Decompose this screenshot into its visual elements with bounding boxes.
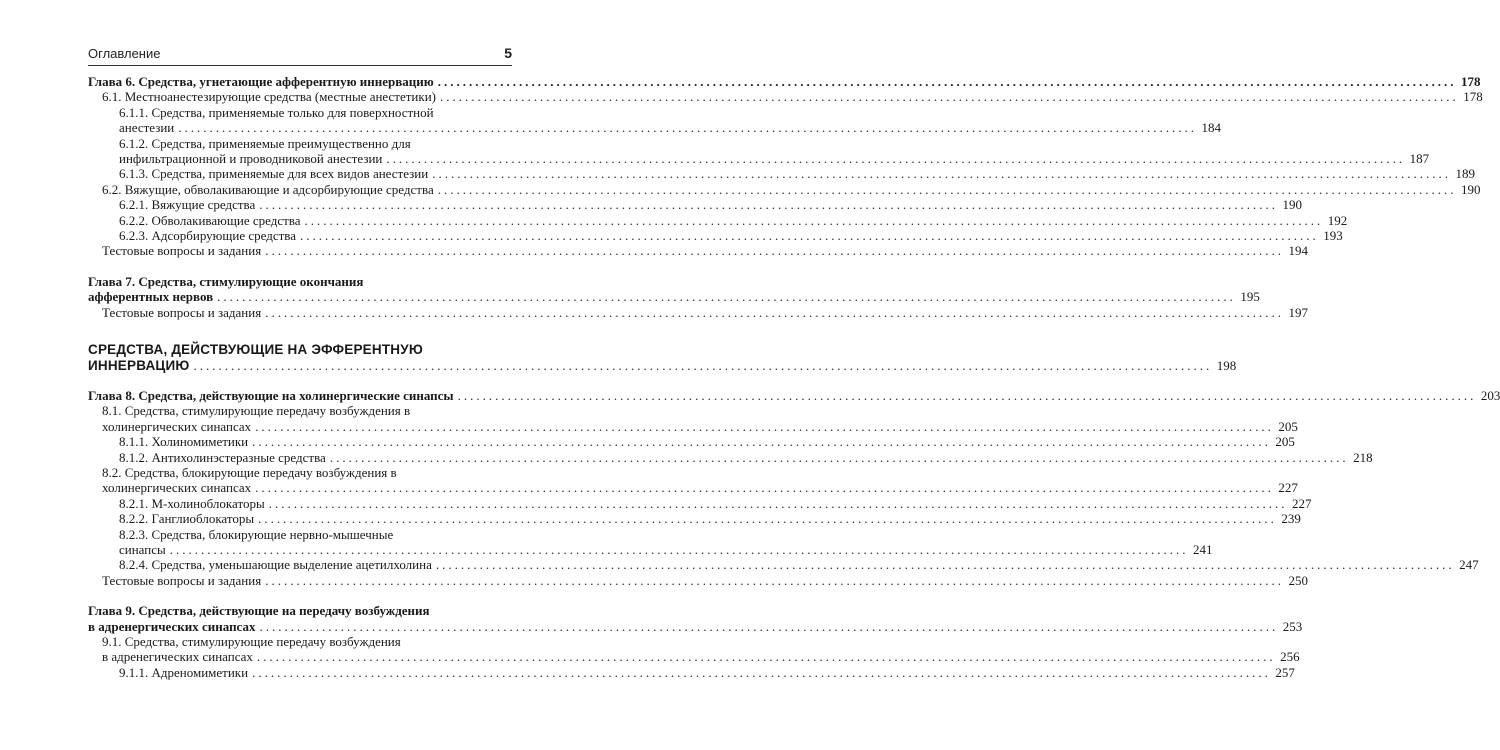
toc-subsection-8-2-3-line1[interactable]: 8.2.3. Средства, блокирующие нервно-мышечные [119, 526, 394, 542]
toc-subsection-6-1-2[interactable]: инфильтрационной и проводниковой анестезии ..... 187 [88, 151, 512, 166]
toc-subsection-8-2-3[interactable]: синапсы ..... 241 [88, 542, 512, 557]
toc-subsection-8-1-2[interactable]: 8.1.2. Антихолинэстеразные средства ..... 218 [88, 450, 512, 465]
toc-chapter-9-line1[interactable]: Глава 9. Средства, действующие на передачу возбуждения [88, 603, 430, 619]
toc-subsection-6-1-1[interactable]: анестезии ..... 184 [88, 120, 512, 135]
toc-chapter-7[interactable]: афферентных нервов ..... 195 [88, 289, 512, 304]
toc-section-6-1[interactable]: 6.1. Местноанестезирующие средства (местные анестетики) ..... 178 [88, 89, 512, 104]
toc-subsection-8-1-1[interactable]: 8.1.1. Холиномиметики ..... 205 [88, 434, 512, 449]
toc-section-8-2-line1[interactable]: 8.2. Средства, блокирующие передачу возбуждения в [102, 464, 397, 480]
toc-chapter-8[interactable]: Глава 8. Средства, действующие на холинергические синапсы ..... 203 [88, 388, 512, 403]
toc-part-heading[interactable]: ИННЕРВАЦИЮ ..... 198 [88, 358, 512, 373]
toc-chapter-9[interactable]: в адренергических синапсах ..... 253 [88, 619, 512, 634]
toc-subsection-6-1-3[interactable]: 6.1.3. Средства, применяемые для всех видов анестезии ..... 189 [88, 166, 512, 181]
toc-chapter-7-line1[interactable]: Глава 7. Средства, стимулирующие окончания [88, 273, 364, 289]
toc-subsection-9-1-1[interactable]: 9.1.1. Адреномиметики ..... 257 [88, 665, 512, 680]
toc-subsection-6-2-1[interactable]: 6.2.1. Вяжущие средства ..... 190 [88, 197, 512, 212]
toc-section-9-1[interactable]: в адренегических синапсах ..... 256 [88, 649, 512, 664]
toc-tests-ch7[interactable]: Тестовые вопросы и задания ..... 197 [88, 305, 512, 320]
toc-subsection-8-2-1[interactable]: 8.2.1. М-холиноблокаторы ..... 227 [88, 496, 512, 511]
toc-subsection-6-1-2-line1[interactable]: 6.1.2. Средства, применяемые преимущественно для [119, 135, 411, 151]
page-number: 5 [504, 45, 512, 61]
toc-section-6-2[interactable]: 6.2. Вяжущие, обволакивающие и адсорбирующие средства ..... 190 [88, 182, 512, 197]
toc-section-8-2[interactable]: холинергических синапсах ..... 227 [88, 480, 512, 495]
table-of-contents [88, 74, 1500, 680]
running-header-title: Оглавление [88, 46, 161, 61]
toc-tests-ch8[interactable]: Тестовые вопросы и задания ..... 250 [88, 573, 512, 588]
toc-subsection-6-1-1-line1[interactable]: 6.1.1. Средства, применяемые только для поверхностной [119, 104, 434, 120]
running-header [88, 45, 512, 61]
toc-part-heading-line1[interactable]: СРЕДСТВА, ДЕЙСТВУЮЩИЕ НА ЭФФЕРЕНТНУЮ [88, 342, 423, 358]
toc-subsection-6-2-3[interactable]: 6.2.3. Адсорбирующие средства ..... 193 [88, 228, 512, 243]
toc-tests-ch6[interactable]: Тестовые вопросы и задания ..... 194 [88, 243, 512, 258]
toc-section-8-1[interactable]: холинергических синапсах ..... 205 [88, 419, 512, 434]
toc-section-8-1-line1[interactable]: 8.1. Средства, стимулирующие передачу возбуждения в [102, 403, 411, 419]
toc-chapter-6[interactable]: Глава 6. Средства, угнетающие афферентную иннервацию ..... 178 [88, 74, 512, 89]
toc-subsection-8-2-4[interactable]: 8.2.4. Средства, уменьшающие выделение ацетилхолина ..... 247 [88, 557, 512, 572]
toc-subsection-8-2-2[interactable]: 8.2.2. Ганглиоблокаторы ..... 239 [88, 511, 512, 526]
header-rule [88, 65, 512, 66]
toc-section-9-1-line1[interactable]: 9.1. Средства, стимулирующие передачу возбуждения [102, 634, 401, 649]
toc-subsection-6-2-2[interactable]: 6.2.2. Обволакивающие средства ..... 192 [88, 213, 512, 228]
